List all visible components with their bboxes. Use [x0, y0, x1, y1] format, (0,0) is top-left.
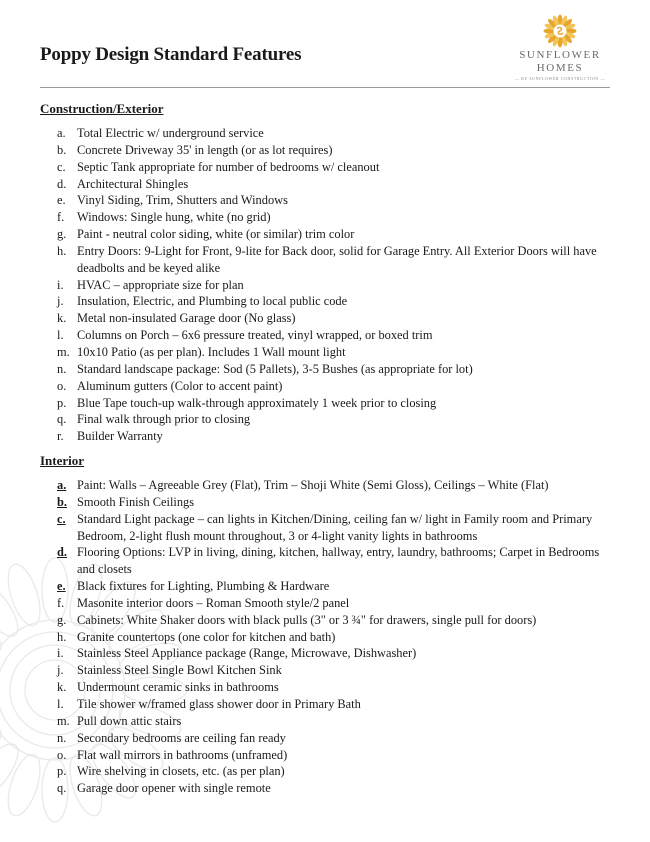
list-item-text: Aluminum gutters (Color to accent paint) — [77, 378, 283, 393]
logo-name-line2: HOMES — [536, 62, 584, 74]
list-item-text: Cabinets: White Shaker doors with black pulls (3" or 3 ¾" for drawers, single pull for doors) — [77, 612, 537, 627]
list-item-text: Garage door opener with single remote — [77, 781, 271, 796]
list-item-marker: g. — [57, 612, 67, 627]
list-item-text: Stainless Steel Single Bowl Kitchen Sink — [77, 663, 282, 678]
sunflower-homes-logo — [510, 14, 610, 81]
list-item — [0, 209, 600, 226]
page-title: Poppy Design Standard Features — [40, 44, 302, 65]
list-item-marker: j. — [57, 294, 64, 309]
list-item — [0, 243, 600, 277]
list-item-text: Wire shelving in closets, etc. (as per plan) — [77, 764, 285, 779]
list-item-marker: k. — [57, 311, 67, 326]
list-item-text: Columns on Porch – 6x6 pressure treated, vinyl wrapped, or boxed trim — [77, 328, 433, 343]
list-item-marker: h. — [57, 243, 67, 258]
list-item-marker: o. — [57, 747, 67, 762]
list-item-marker: b. — [57, 142, 67, 157]
list-item-marker: q. — [57, 412, 67, 427]
list-item-marker: l. — [57, 328, 64, 343]
list-item-text: Smooth Finish Ceilings — [77, 494, 195, 509]
list-item — [0, 578, 600, 595]
list-item — [0, 176, 600, 193]
list-item-marker: n. — [57, 730, 67, 745]
list-item-text: Final walk through prior to closing — [77, 412, 251, 427]
list-item — [0, 629, 600, 646]
list-item-text: Metal non-insulated Garage door (No glass) — [77, 311, 296, 326]
list-item-text: Concrete Driveway 35' in length (or as lot requires) — [77, 142, 333, 157]
list-item-text: Architectural Shingles — [77, 176, 189, 191]
list-item — [0, 277, 600, 294]
list-item-text: Septic Tank appropriate for number of bedrooms w/ cleanout — [77, 159, 380, 174]
list-item — [0, 125, 600, 142]
list-item — [0, 344, 600, 361]
list-item-text: Undermount ceramic sinks in bathrooms — [77, 680, 279, 695]
list-item-marker: a. — [57, 126, 66, 140]
list-item — [0, 662, 600, 679]
list-item-marker: a. — [57, 478, 67, 492]
list-item-text: Flat wall mirrors in bathrooms (unframed) — [77, 747, 288, 762]
list-item-text: Blue Tape touch-up walk-through approximately 1 week prior to closing — [77, 395, 437, 410]
section-heading-interior: Interior — [40, 453, 85, 468]
sunflower-logo-icon — [543, 14, 577, 48]
list-item-marker: c. — [57, 511, 66, 526]
list-item-text: Tile shower w/framed glass shower door in Primary Bath — [77, 696, 361, 711]
list-item-marker: h. — [57, 629, 67, 644]
list-item — [0, 595, 600, 612]
list-item-text: Vinyl Siding, Trim, Shutters and Windows — [77, 193, 288, 208]
list-item — [0, 544, 600, 578]
list-item-text: 10x10 Patio (as per plan). Includes 1 Wall mount light — [77, 344, 346, 359]
list-item-marker: r. — [57, 429, 64, 444]
list-item — [0, 477, 600, 494]
list-item-text: Windows: Single hung, white (no grid) — [77, 210, 271, 225]
list-item — [0, 696, 600, 713]
construction-exterior-list — [0, 125, 600, 445]
logo-name-line1: SUNFLOWER — [519, 49, 601, 61]
list-item — [0, 142, 600, 159]
list-item-marker: e. — [57, 579, 66, 594]
list-item-text: Stainless Steel Appliance package (Range, Microwave, Dishwasher) — [77, 646, 417, 661]
list-item-text: Standard Light package – can lights in Kitchen/Dining, ceiling fan w/ light in Family room and Primary Bedroom, 2-light flush mount throughout, 3 or 4-light vanity lights in bathrooms — [77, 511, 593, 543]
header-divider — [40, 87, 610, 88]
list-item-marker: m. — [57, 344, 70, 359]
list-item — [0, 411, 600, 428]
list-item-marker: i. — [57, 646, 64, 661]
list-item-marker: d. — [57, 545, 67, 560]
list-item — [0, 645, 600, 662]
list-item — [0, 713, 600, 730]
list-item-marker: d. — [57, 176, 67, 191]
list-item-marker: f. — [57, 210, 65, 225]
list-item — [0, 310, 600, 327]
list-item — [0, 612, 600, 629]
list-item — [0, 428, 600, 445]
list-item — [0, 730, 600, 747]
list-item — [0, 395, 600, 412]
list-item-marker: p. — [57, 395, 67, 410]
list-item — [0, 494, 600, 511]
list-item-marker: b. — [57, 494, 67, 509]
list-item-marker: i. — [57, 277, 64, 292]
list-item-marker: l. — [57, 696, 64, 711]
list-item-text: Insulation, Electric, and Plumbing to local public code — [77, 294, 348, 309]
list-item — [0, 780, 600, 797]
list-item-text: Granite countertops (one color for kitchen and bath) — [77, 629, 336, 644]
list-item-marker: n. — [57, 361, 67, 376]
list-item — [0, 747, 600, 764]
list-item — [0, 293, 600, 310]
list-item-marker: j. — [57, 663, 64, 678]
list-item — [0, 192, 600, 209]
list-item-marker: f. — [57, 595, 65, 610]
list-item — [0, 378, 600, 395]
list-item — [0, 159, 600, 176]
list-item-marker: c. — [57, 159, 66, 174]
list-item-text: Builder Warranty — [77, 429, 163, 444]
list-item-text: Entry Doors: 9-Light for Front, 9-lite for Back door, solid for Garage Entry. All Exterior Doors will have deadbolts and be keyed alike — [77, 243, 597, 275]
list-item-text: Pull down attic stairs — [77, 713, 182, 728]
list-item-marker: m. — [57, 713, 70, 728]
interior-list — [0, 477, 600, 797]
list-item-marker: k. — [57, 680, 67, 695]
list-item — [0, 679, 600, 696]
list-item-text: Masonite interior doors – Roman Smooth style/2 panel — [77, 595, 350, 610]
list-item-marker: q. — [57, 781, 67, 796]
list-item-text: Paint - neutral color siding, white (or similar) trim color — [77, 227, 355, 242]
list-item — [0, 327, 600, 344]
list-item-text: Flooring Options: LVP in living, dining, kitchen, hallway, entry, laundry, bathrooms; Carpet in Bedrooms and closets — [77, 545, 600, 577]
logo-tagline: — BY SUNFLOWER CONSTRUCTION — — [514, 76, 606, 81]
list-item-marker: g. — [57, 227, 67, 242]
list-item-text: HVAC – appropriate size for plan — [77, 277, 244, 292]
list-item — [0, 361, 600, 378]
list-item-text: Secondary bedrooms are ceiling fan ready — [77, 730, 286, 745]
list-item — [0, 763, 600, 780]
section-heading-construction: Construction/Exterior — [40, 101, 164, 116]
list-item-text: Total Electric w/ underground service — [77, 126, 264, 140]
list-item — [0, 226, 600, 243]
list-item-marker: p. — [57, 764, 67, 779]
list-item-marker: o. — [57, 378, 67, 393]
list-item-text: Black fixtures for Lighting, Plumbing & Hardware — [77, 579, 330, 594]
list-item-marker: e. — [57, 193, 66, 208]
list-item — [0, 511, 600, 545]
list-item-text: Standard landscape package: Sod (5 Pallets), 3-5 Bushes (as appropriate for lot) — [77, 361, 473, 376]
list-item-text: Paint: Walls – Agreeable Grey (Flat), Trim – Shoji White (Semi Gloss), Ceilings – White (Flat) — [77, 478, 549, 492]
